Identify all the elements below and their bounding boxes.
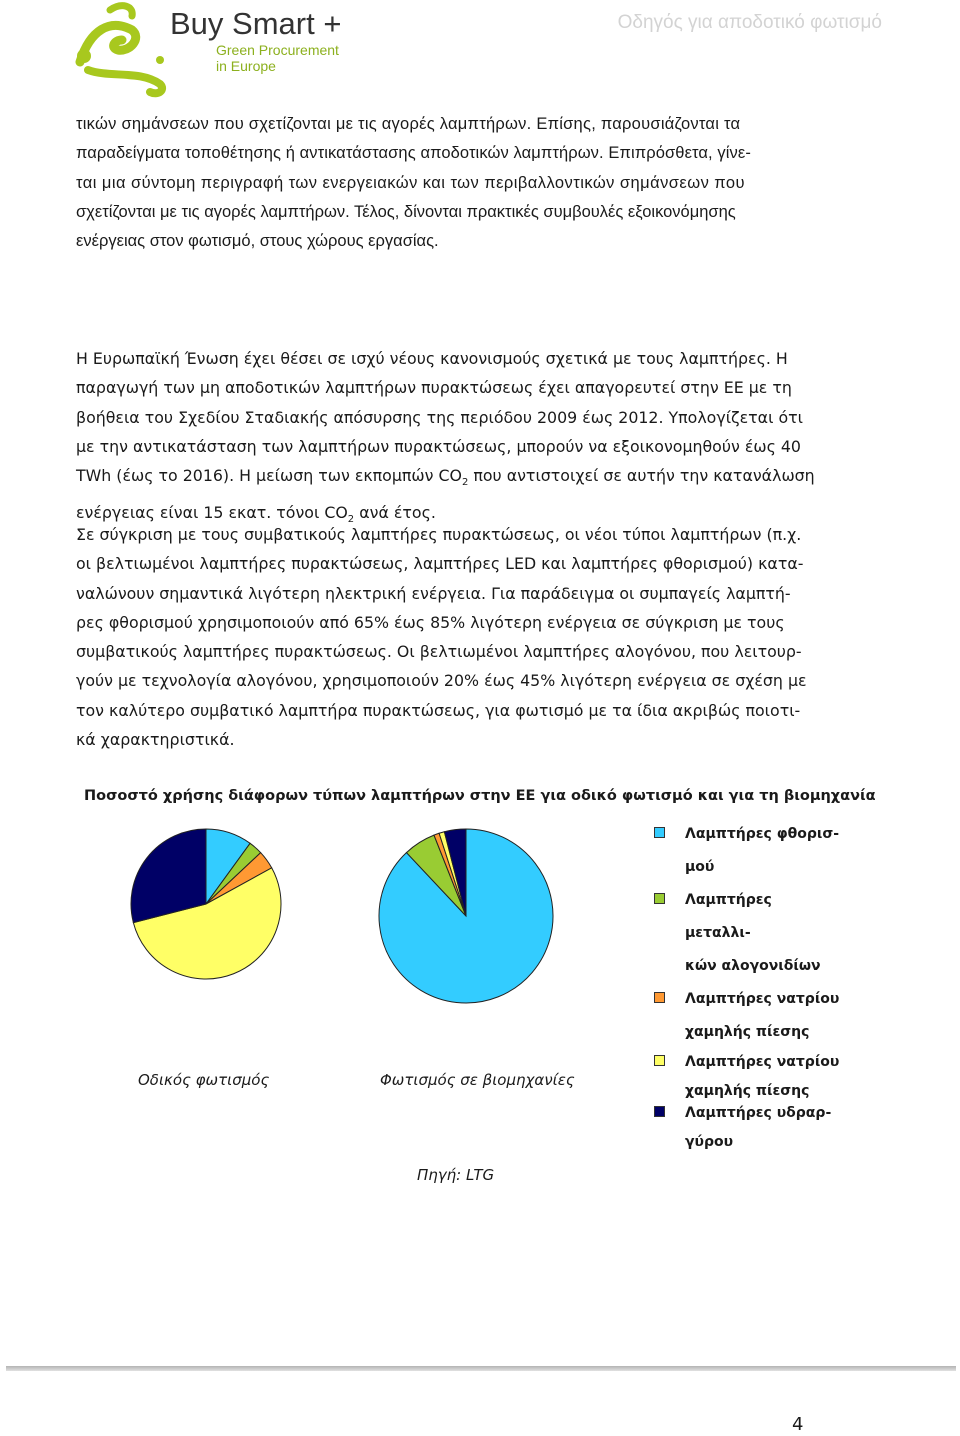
co2-subscript: 2 (347, 513, 355, 525)
pie-road-lighting (130, 828, 282, 980)
legend-label: χαμηλής πίεσης (685, 1024, 810, 1040)
text-fragment: ανά έτος. (359, 502, 436, 522)
document-title: Οδηγός για αποδοτικό φωτισμό (617, 12, 882, 33)
legend-item (654, 884, 840, 983)
co2-subscript: 2 (461, 477, 469, 489)
text-fragment: που αντιστοιχεί σε αυτήν την κατανάλωση (473, 466, 815, 486)
pie-industry-lighting (378, 828, 554, 1004)
text-line: βοήθεια του Σχεδίου Σταδιακής απόσυρσης της περιόδου 2009 έως 2012. Υπολογίζεται ότι (76, 407, 803, 427)
text-line: οι βελτιωμένοι λαμπτήρες πυρακτώσεως, λαμπτήρες LED και λαμπτήρες φθορισμού) κατα- (76, 554, 804, 574)
intro-paragraph (76, 110, 838, 256)
footer-divider (6, 1366, 956, 1371)
legend-item (654, 1097, 840, 1154)
legend-label: Λαμπτήρες νατρίου (685, 991, 840, 1007)
legend-label: Λαμπτήρες υδραρ- (685, 1105, 832, 1121)
text-line: κά χαρακτηριστικά. (76, 730, 235, 750)
legend-label: Λαμπτήρες μεταλλι- (685, 892, 772, 941)
page-number: 4 (792, 1414, 804, 1435)
legend-swatch (654, 992, 665, 1003)
text-line: ται μια σύντομη περιγραφή των ενεργειακών και των περιβαλλοντικών σημάνσεων που (76, 173, 746, 192)
legend-item (654, 818, 840, 884)
comparison-paragraph (76, 520, 838, 754)
text-line: με την αντικατάσταση των λαμπτήρων πυρακτώσεως, μπορούν να εξοικονομηθούν έως 40 (76, 436, 801, 456)
text-line: σχετίζονται με τις αγορές λαμπτήρων. Τέλος, δίνονται πρακτικές συμβουλές εξοικονόμησης (76, 202, 736, 221)
text-line: ενέργειας στον φωτισμό, στους χώρους εργασίας. (76, 232, 439, 251)
legend-label: μού (685, 859, 715, 875)
buy-smart-logo (70, 0, 360, 98)
legend-item (654, 983, 840, 1049)
chart-title: Ποσοστό χρήσης διάφορων τύπων λαμπτήρων στην ΕΕ για οδικό φωτισμό και για τη βιομηχανία (84, 788, 876, 804)
legend-label: κών αλογονιδίων (685, 958, 821, 974)
text-fragment: TWh (έως το 2016). Η μείωση των εκπομπών CO (76, 466, 462, 486)
pie-label-industry: Φωτισμός σε βιομηχανίες (380, 1071, 575, 1089)
eu-regulation-paragraph (76, 344, 838, 534)
logo-sub-2: in Europe (216, 58, 276, 74)
legend-swatch (654, 827, 665, 838)
legend-label: χαμηλής πίεσης (685, 1083, 810, 1099)
text-line: Σε σύγκριση με τους συμβατικούς λαμπτήρες πυρακτώσεως, οι νέοι τύποι λαμπτήρων (π.χ. (76, 525, 802, 544)
text-line: γούν με τεχνολογία αλογόνου, χρησιμοποιούν 20% έως 45% λιγότερη ενέργεια σε σχέση με (76, 671, 807, 691)
chart-legend (654, 818, 840, 1154)
text-fragment: ενέργειας είναι 15 εκατ. τόνοι CO (76, 502, 348, 522)
chart-source: Πηγή: LTG (417, 1166, 495, 1184)
text-line (76, 461, 838, 497)
text-line: τικών σημάνσεων που σχετίζονται με τις αγορές λαμπτήρων. Επίσης, παρουσιάζονται τα (76, 115, 741, 133)
legend-label: Λαμπτήρες φθορισ- (685, 826, 840, 842)
logo-brand: Buy Smart + (170, 6, 342, 41)
legend-swatch (654, 1055, 665, 1066)
text-line: παραγωγή των μη αποδοτικών λαμπτήρων πυρακτώσεως έχει απαγορευτεί στην ΕΕ με τη (76, 378, 792, 398)
text-line: τον καλύτερο συμβατικό λαμπτήρα πυρακτώσεως, για φωτισμό με τα ίδια ακριβώς ποιοτι- (76, 700, 801, 720)
text-line: συμβατικούς λαμπτήρες πυρακτώσεως. Οι βελτιωμένοι λαμπτήρες αλογόνου, που λειτουρ- (76, 642, 802, 662)
pie-label-road: Οδικός φωτισμός (138, 1071, 270, 1089)
legend-item (654, 1046, 840, 1103)
legend-label: Λαμπτήρες νατρίου (685, 1054, 840, 1070)
legend-swatch (654, 1106, 665, 1117)
legend-swatch (654, 893, 665, 904)
text-line: ρες φθορισμού χρησιμοποιούν από 65% έως 85% λιγότερη ενέργεια σε σύγκριση με τους (76, 612, 785, 632)
legend-label: γύρου (685, 1134, 734, 1150)
text-line: Η Ευρωπαϊκή Ένωση έχει θέσει σε ισχύ νέους κανονισμούς σχετικά με τους λαμπτήρες. Η (76, 349, 788, 368)
text-line: παραδείγματα τοποθέτησης ή αντικατάστασης αποδοτικών λαμπτήρων. Επιπρόσθετα, γίνε- (76, 144, 751, 163)
text-line: ναλώνουν σημαντικά λιγότερη ηλεκτρική ενέργεια. Για παράδειγμα οι συμπαγείς λαμπτή- (76, 583, 791, 603)
logo-sub-1: Green Procurement (216, 42, 339, 58)
